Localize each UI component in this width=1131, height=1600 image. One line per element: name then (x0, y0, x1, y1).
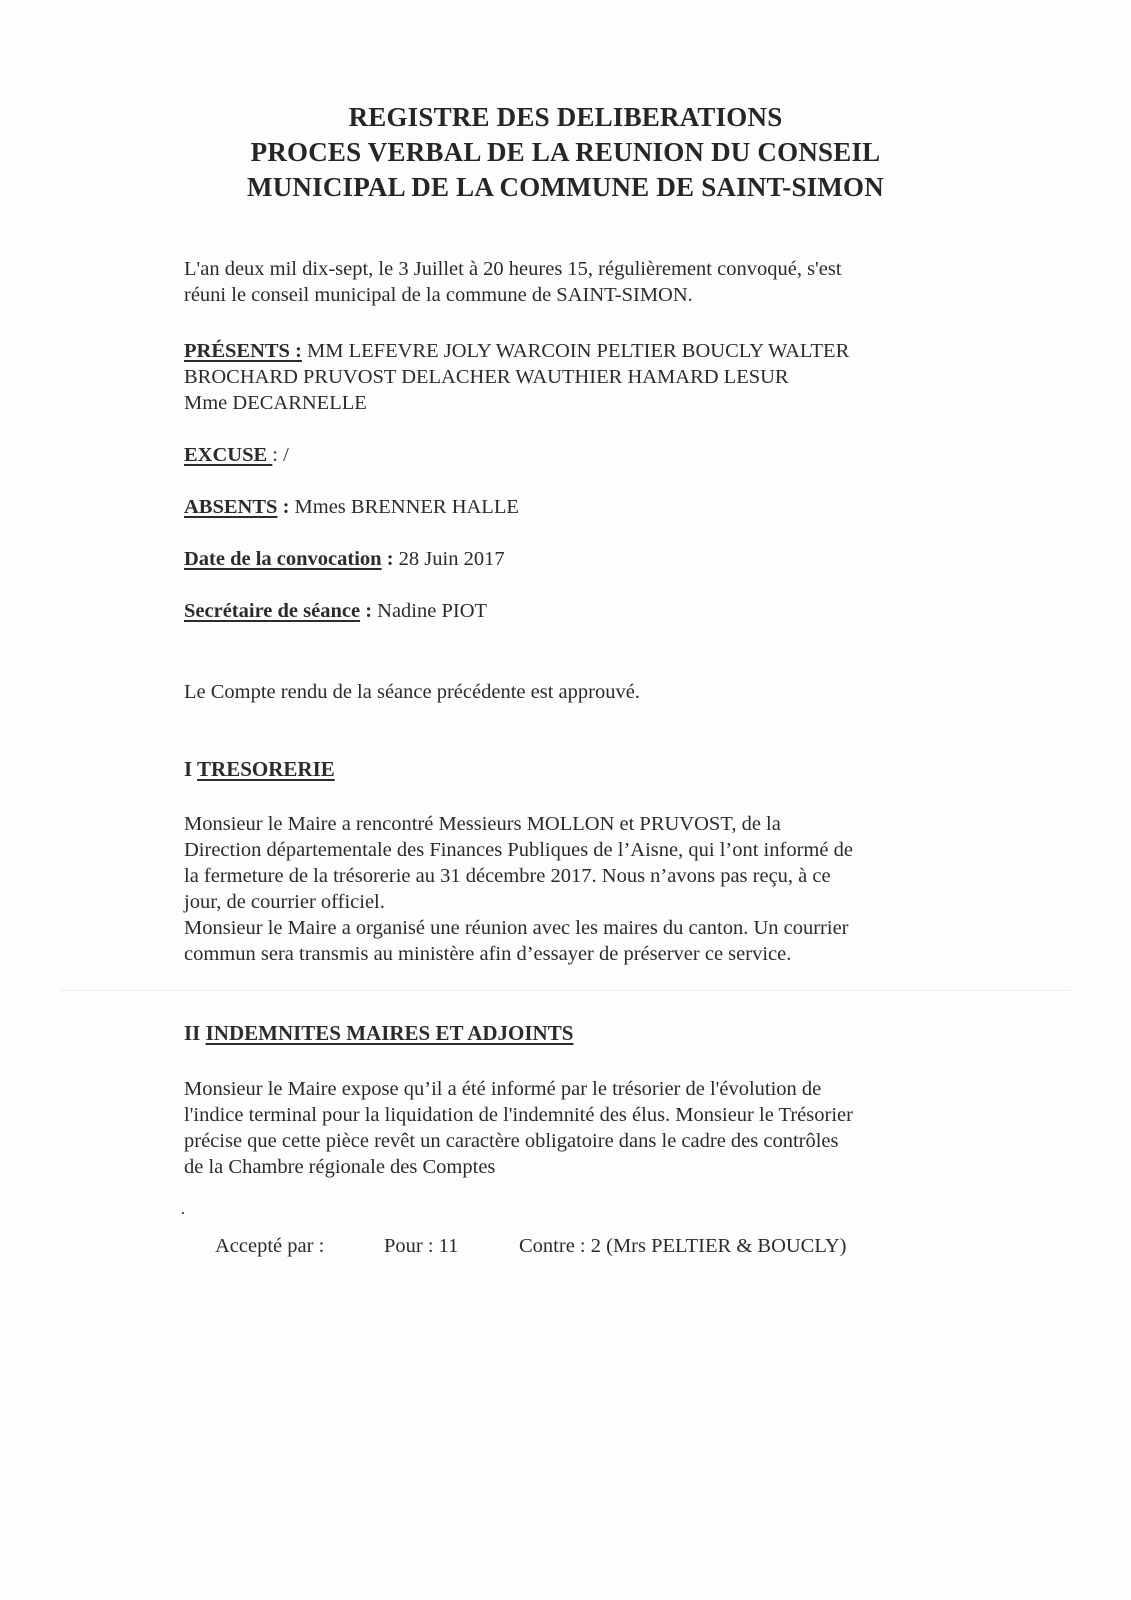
compte-rendu-line: Le Compte rendu de la séance précédente est approuvé. (184, 681, 640, 703)
document-title (0, 100, 1131, 205)
presents-names-1: MM LEFEVRE JOLY WARCOIN PELTIER BOUCLY WALTER (301, 340, 850, 362)
intro-line-1: L'an deux mil dix-sept, le 3 Juillet à 20 heures 15, régulièrement convoqué, s'est (184, 258, 842, 280)
title-line-3: MUNICIPAL DE LA COMMUNE DE SAINT-SIMON (247, 172, 884, 202)
convocation-value: 28 Juin 2017 (393, 548, 505, 570)
absents-label: ABSENTS (184, 496, 278, 518)
title-line-1: REGISTRE DES DELIBERATIONS (348, 102, 783, 132)
presents-names-2: BROCHARD PRUVOST DELACHER WAUTHIER HAMARD LESUR (184, 366, 789, 388)
absents-separator: : (277, 496, 290, 518)
section-1-heading (184, 757, 335, 782)
convocation-separator: : (381, 548, 394, 570)
secretaire-label: Secrétaire de séance (184, 600, 361, 622)
excuse-label: EXCUSE (184, 444, 273, 466)
presents-label: PRÉSENTS : (184, 340, 302, 362)
section-2-line: l'indice terminal pour la liquidation de l'indemnité des élus. Monsieur le Trésorier (184, 1104, 853, 1126)
stray-dot (182, 1212, 184, 1214)
section-1-line: Monsieur le Maire a organisé une réunion avec les maires du canton. Un courrier (184, 917, 849, 939)
section-1-line: Direction départementale des Finances Publiques de l’Aisne, qui l’ont informé de (184, 839, 853, 861)
vote-contre: Contre : 2 (Mrs PELTIER & BOUCLY) (519, 1235, 847, 1257)
section-1-line: Monsieur le Maire a rencontré Messieurs MOLLON et PRUVOST, de la (184, 813, 781, 835)
excuse-line (184, 442, 944, 468)
presents-paragraph (184, 338, 944, 416)
intro-paragraph (184, 256, 944, 308)
section-2-heading (184, 1021, 573, 1046)
secretaire-value: Nadine PIOT (372, 600, 488, 622)
section-2-number: II (184, 1021, 206, 1045)
section-2-body (184, 1076, 944, 1180)
section-1-number: I (184, 757, 198, 781)
title-line-2: PROCES VERBAL DE LA REUNION DU CONSEIL (250, 137, 881, 167)
presents-names-3: Mme DECARNELLE (184, 392, 367, 414)
scan-artifact-line (60, 990, 1070, 991)
secretaire-separator: : (360, 600, 373, 622)
section-2-line: de la Chambre régionale des Comptes (184, 1156, 496, 1178)
convocation-label: Date de la convocation (184, 548, 382, 570)
absents-value: Mmes BRENNER HALLE (289, 496, 519, 518)
secretaire-line (184, 598, 944, 624)
section-1-line: jour, de courrier officiel. (184, 891, 385, 913)
intro-line-2: réuni le conseil municipal de la commune de SAINT-SIMON. (184, 284, 693, 306)
section-1-line: commun sera transmis au ministère afin d’essayer de préserver ce service. (184, 943, 792, 965)
section-1-body (184, 811, 944, 967)
section-2-line: précise que cette pièce revêt un caractère obligatoire dans le cadre des contrôles (184, 1130, 839, 1152)
absents-line (184, 494, 944, 520)
vote-accepte: Accepté par : (215, 1235, 325, 1257)
vote-pour: Pour : 11 (384, 1235, 459, 1257)
section-2-line: Monsieur le Maire expose qu’il a été informé par le trésorier de l'évolution de (184, 1078, 822, 1100)
excuse-value: : / (272, 444, 289, 466)
section-1-title: TRESORERIE (197, 757, 335, 781)
section-1-line: la fermeture de la trésorerie au 31 décembre 2017. Nous n’avons pas reçu, à ce (184, 865, 831, 887)
convocation-line (184, 546, 944, 572)
section-2-title: INDEMNITES MAIRES ET ADJOINTS (205, 1021, 574, 1045)
